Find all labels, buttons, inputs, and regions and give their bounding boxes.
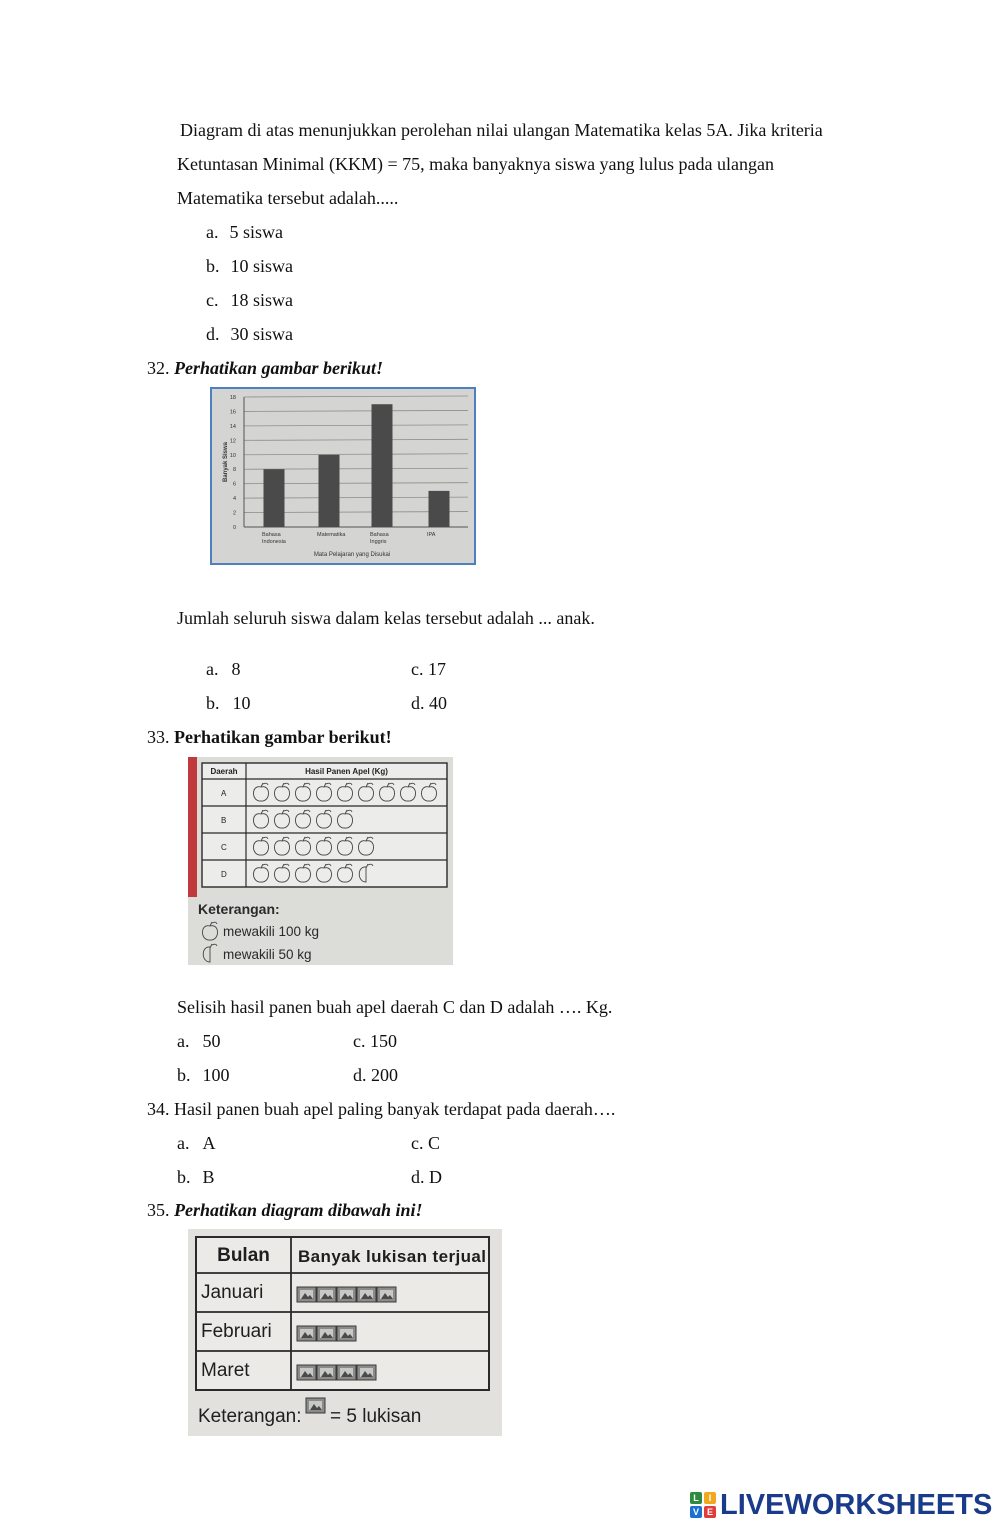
header-daerah: Daerah: [210, 767, 238, 776]
table-frame: [202, 763, 447, 887]
painting-icon: [297, 1287, 316, 1302]
y-tick-label: 4: [232, 496, 236, 503]
row-label: Januari: [201, 1282, 264, 1303]
liveworksheets-logo: [690, 1487, 992, 1523]
half-apple-icon: [203, 944, 217, 962]
bar: [319, 455, 340, 527]
q34-option-b[interactable]: b. B: [177, 1167, 215, 1187]
q34-option-c[interactable]: c. C: [411, 1133, 441, 1153]
q33-number: 33.: [147, 727, 170, 747]
legend-item-full: mewakili 100 kg: [223, 924, 320, 939]
q31-option-a[interactable]: a. 5 siswa: [206, 222, 283, 242]
q31-option-c[interactable]: c. 18 siswa: [206, 290, 293, 310]
legend-title: Keterangan:: [198, 901, 280, 917]
x-tick-label: Bahasa Indonesia: [262, 532, 286, 545]
painting-icon: [337, 1326, 356, 1341]
red-strip-decoration: [188, 757, 197, 897]
y-tick-label: 14: [229, 423, 236, 430]
y-axis-title: Banyak Siswa: [223, 441, 229, 483]
liveworksheets-wordmark: LIVEWORKSHEETS: [720, 1488, 993, 1521]
q32-title: Perhatikan gambar berikut!: [174, 358, 384, 378]
row-label: Maret: [201, 1360, 250, 1381]
logo-mark-letter: L: [690, 1492, 702, 1504]
x-tick-label: IPA: [427, 532, 436, 538]
painting-icon: [306, 1398, 325, 1413]
y-tick-label: 6: [232, 481, 236, 488]
liveworksheets-logo-mark: [690, 1492, 716, 1518]
painting-icon: [357, 1287, 376, 1302]
q34-option-d[interactable]: d. D: [411, 1167, 442, 1187]
row-label: Februari: [201, 1321, 272, 1342]
q32-question: Jumlah seluruh siswa dalam kelas tersebut adalah ... anak.: [177, 608, 595, 628]
row-label: C: [221, 843, 227, 852]
q35-number: 35.: [147, 1200, 170, 1220]
q32-heading: [147, 357, 383, 379]
logo-mark-letter: I: [704, 1492, 716, 1504]
bar: [264, 469, 285, 527]
q35-title: Perhatikan diagram dibawah ini!: [174, 1200, 423, 1220]
q33-option-a[interactable]: a. 50: [177, 1031, 221, 1051]
q33-option-d[interactable]: d. 200: [353, 1065, 398, 1085]
painting-icon: [317, 1365, 336, 1380]
header-bulan: Bulan: [217, 1245, 270, 1266]
x-tick-label: Bahasa Inggris: [370, 532, 389, 545]
header-hasil: Hasil Panen Apel (Kg): [305, 767, 388, 776]
y-tick-label: 8: [232, 467, 236, 474]
painting-icon: [337, 1287, 356, 1302]
q31-stem-line-2: Ketuntasan Minimal (KKM) = 75, maka banyaknya siswa yang lulus pada ulangan: [177, 154, 775, 174]
apple-icon: [203, 922, 218, 940]
row-label: B: [221, 816, 227, 825]
y-tick-label: 18: [229, 395, 236, 401]
logo-mark-letter: E: [704, 1506, 716, 1518]
q32-option-d[interactable]: d. 40: [411, 693, 447, 713]
q31-option-b[interactable]: b. 10 siswa: [206, 256, 293, 276]
bar-chart: [212, 389, 474, 563]
painting-icon: [337, 1365, 356, 1380]
legend-item-half: mewakili 50 kg: [223, 947, 312, 962]
painting-icon: [317, 1326, 336, 1341]
q33-heading: [147, 726, 392, 748]
q34-question: Hasil panen buah apel paling banyak terdapat pada daerah….: [174, 1099, 616, 1119]
q32-option-b[interactable]: b. 10: [206, 693, 251, 713]
legend-suffix: = 5 lukisan: [330, 1406, 422, 1427]
painting-icon: [297, 1326, 316, 1341]
painting-icon: [377, 1287, 396, 1302]
apple-pictogram: [188, 757, 453, 965]
q33-question: Selisih hasil panen buah apel daerah C dan D adalah …. Kg.: [177, 997, 613, 1017]
q34-number: 34.: [147, 1099, 170, 1119]
painting-pictogram-photo: [188, 1229, 502, 1436]
q34-option-a[interactable]: a. A: [177, 1133, 216, 1153]
q32-number: 32.: [147, 358, 170, 378]
painting-icon: [357, 1365, 376, 1380]
row-label: A: [221, 789, 227, 798]
logo-mark-letter: V: [690, 1506, 702, 1518]
q33-title: Perhatikan gambar berikut!: [174, 727, 392, 747]
y-tick-label: 0: [232, 525, 236, 531]
q31-option-d[interactable]: d. 30 siswa: [206, 324, 293, 344]
painting-pictogram: [188, 1229, 502, 1436]
q33-option-c[interactable]: c. 150: [353, 1031, 397, 1051]
q35-heading: [147, 1199, 423, 1221]
bar: [429, 491, 450, 527]
legend-prefix: Keterangan:: [198, 1406, 302, 1427]
q32-option-a[interactable]: a. 8: [206, 659, 241, 679]
apple-pictogram-photo: [188, 757, 453, 965]
q32-option-c[interactable]: c. 17: [411, 659, 446, 679]
x-tick-label: Matematika: [317, 532, 346, 538]
bar: [372, 404, 393, 527]
painting-icon: [297, 1365, 316, 1380]
q34-heading: [147, 1098, 615, 1120]
y-tick-label: 10: [229, 452, 236, 459]
y-tick-label: 12: [229, 438, 236, 445]
q31-stem-line-1: Diagram di atas menunjukkan perolehan nilai ulangan Matematika kelas 5A. Jika kriteria: [180, 120, 823, 140]
painting-icon: [317, 1287, 336, 1302]
x-axis-title: Mata Pelajaran yang Disukai: [313, 552, 391, 558]
bar-chart-photo: [210, 387, 476, 565]
header-banyak: Banyak lukisan terjual: [298, 1247, 486, 1266]
y-tick-label: 2: [232, 510, 236, 517]
q33-option-b[interactable]: b. 100: [177, 1065, 230, 1085]
q31-stem-line-3: Matematika tersebut adalah.....: [177, 188, 399, 208]
y-tick-label: 16: [229, 409, 236, 416]
row-label: D: [221, 870, 227, 879]
